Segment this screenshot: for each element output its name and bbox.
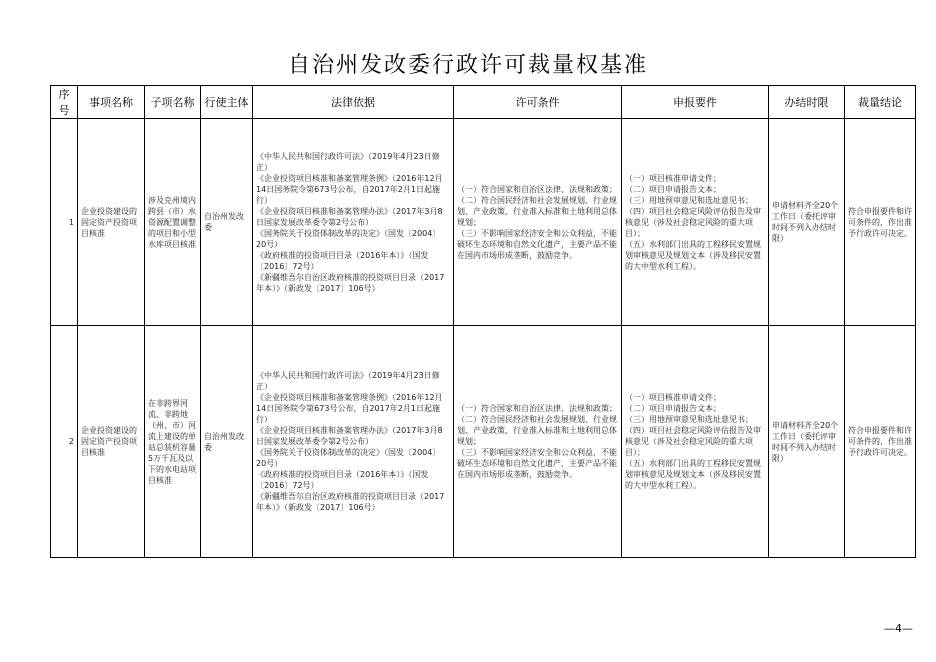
basis-line: 《新疆维吾尔自治区政府核准的投资项目目录（2017年本）》（新政发〔2017〕106号） (256, 272, 445, 293)
condition-line: （一）符合国家和自治区法律、法规和政策； (457, 184, 617, 194)
row-time-limit: 申请材料齐全20个工作日（委托评审时间不列入办结时限） (769, 326, 845, 558)
material-line: （二）项目申请报告文本； (625, 404, 721, 413)
header-materials: 申报要件 (622, 86, 769, 119)
basis-line: 《中华人民共和国行政许可法》（2019年4月23日修正） (256, 371, 440, 391)
basis-line: 《国务院关于投资体制改革的决定》（国发〔2004〕20号） (256, 448, 441, 468)
header-conditions: 许可条件 (454, 86, 622, 119)
header-time-limit: 办结时限 (769, 86, 845, 119)
discretion-standard-table (50, 85, 916, 558)
basis-line: 《政府核准的投资项目目录（2016年本）》（国发〔2016〕72号） (256, 470, 429, 490)
row-subject: 自治州发改委 (201, 119, 253, 326)
basis-line: 《企业投资项目核准和备案管理条例》（2016年12月14日国务院令第673号公布，自2017年2月1日起施行） (256, 173, 443, 205)
row-materials (622, 326, 769, 558)
row-conclusion: 符合申报要件和许可条件的，作出准予行政许可决定。 (845, 119, 916, 326)
row-legal-basis (253, 326, 454, 558)
row-conclusion: 符合申报要件和许可条件的，作出准予行政许可决定。 (845, 326, 916, 558)
basis-line: 《企业投资项目核准和备案管理办法》（2017年3月8日国家发展改革委令第2号公布） (256, 426, 443, 446)
row-legal-basis (253, 119, 454, 326)
condition-line: （三）不影响国家经济安全和公众利益，不能破坏生态环境和自然文化遗产，主要产品不能在国内市场形成垄断，鼓励竞争。 (457, 448, 617, 479)
basis-line: 《新疆维吾尔自治区政府核准的投资项目目录（2017年本）》（新政发〔2017〕106号） (256, 492, 445, 512)
material-line: （一）项目核准申请文件； (625, 393, 721, 402)
condition-line: （二）符合国民经济和社会发展规划、行业规划、产业政策、行业准入标准和土地利用总体规划； (457, 195, 617, 227)
row-conditions (454, 119, 622, 326)
document-title: 自治州发改委行政许可裁量权基准 (287, 53, 648, 78)
material-line: （二）项目申请报告文本； (625, 184, 721, 194)
header-conclusion: 裁量结论 (845, 86, 916, 119)
material-line: （五）水利部门出具的工程移民安置规划审核意见及规划文本（涉及移民安置的大中型水利工程）。 (625, 459, 761, 490)
condition-line: （三）不影响国家经济安全和公众利益，不能破坏生态环境和自然文化遗产，主要产品不能在国内市场形成垄断，鼓励竞争。 (457, 228, 617, 260)
row-seq: 1 (51, 119, 78, 326)
header-legal-basis: 法律依据 (253, 86, 454, 119)
material-line: （四）项目社会稳定风险评估报告及审核意见（涉及社会稳定风险的重大项目）； (625, 206, 761, 238)
header-subitem-name: 子项名称 (145, 86, 201, 119)
header-subject: 行使主体 (201, 86, 253, 119)
row-subitem-name: 在非跨界河流、非跨地（州、市）河流上建设的单站总装机容量5万千瓦及以下的水电站项目核准 (145, 326, 201, 558)
row-seq: 2 (51, 326, 78, 558)
condition-line: （二）符合国民经济和社会发展规划、行业规划、产业政策、行业准入标准和土地利用总体规划； (457, 415, 617, 446)
material-line: （五）水利部门出具的工程移民安置规划审核意见及规划文本（涉及移民安置的大中型水利工程）。 (625, 239, 761, 271)
table-header-row (51, 86, 916, 119)
header-item-name: 事项名称 (78, 86, 145, 119)
table-row (51, 326, 916, 558)
row-subject: 自治州发改委 (201, 326, 253, 558)
basis-line: 《中华人民共和国行政许可法》（2019年4月23日修正） (256, 151, 440, 172)
material-line: （三）用地预审意见和选址意见书； (625, 415, 753, 424)
material-line: （一）项目核准申请文件； (625, 173, 721, 183)
row-item-name: 企业投资建设的固定资产投资项目核准 (78, 326, 145, 558)
basis-line: 《国务院关于投资体制改革的决定》（国发〔2004〕20号） (256, 228, 441, 249)
page-number: —4— (884, 622, 913, 635)
header-seq: 序号 (51, 86, 78, 119)
row-item-name: 企业投资建设的固定资产投资项目核准 (78, 119, 145, 326)
row-time-limit: 申请材料齐全20个工作日（委托评审时间不列入办结时限） (769, 119, 845, 326)
condition-line: （一）符合国家和自治区法律、法规和政策； (457, 404, 617, 413)
row-materials (622, 119, 769, 326)
row-conditions (454, 326, 622, 558)
material-line: （四）项目社会稳定风险评估报告及审核意见（涉及社会稳定风险的重大项目）； (625, 426, 761, 457)
material-line: （三）用地预审意见和选址意见书； (625, 195, 753, 205)
basis-line: 《企业投资项目核准和备案管理办法》（2017年3月8日国家发展改革委令第2号公布） (256, 206, 443, 227)
basis-line: 《政府核准的投资项目目录（2016年本）》（国发〔2016〕72号） (256, 250, 429, 271)
row-subitem-name: 涉及克州境内跨县（市）水资源配置调整的项目和小型水库项目核准 (145, 119, 201, 326)
basis-line: 《企业投资项目核准和备案管理条例》（2016年12月14日国务院令第673号公布，自2017年2月1日起施行） (256, 393, 443, 424)
table-row (51, 119, 916, 326)
